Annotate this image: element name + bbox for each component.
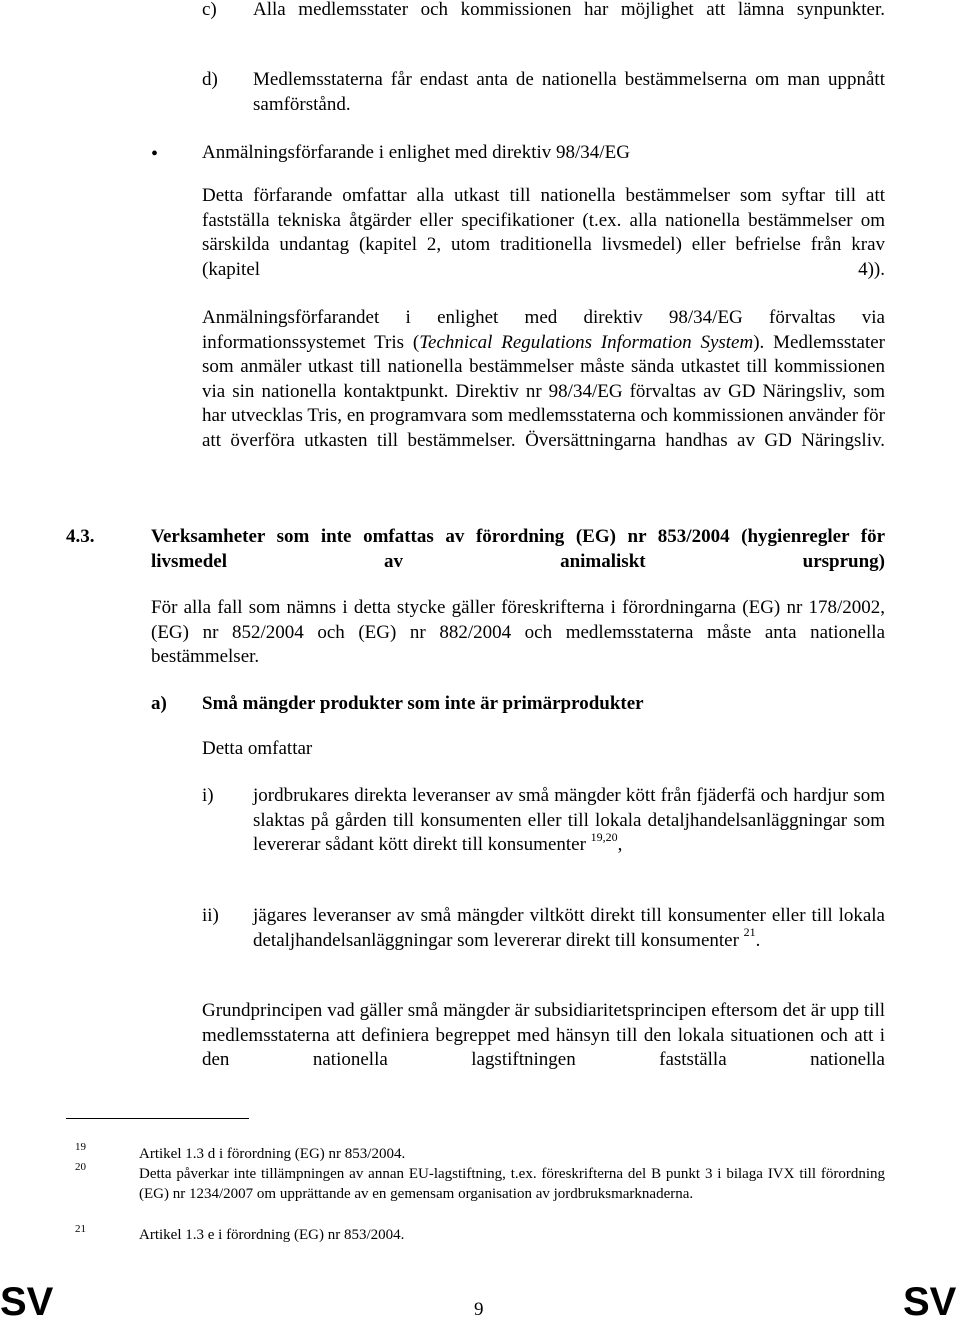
item-i-text: jordbrukares direkta leveranser av små mängder kött från fjäderfä och hardjur som slaktas på gården till konsumenten eller till lokala detaljhandelsanläggningar som levererar sådant kött direkt till konsumenter $^{19,20}$, (253, 785, 885, 855)
sub-a-title: Små mängder produkter som inte är primärprodukter (202, 693, 644, 714)
footnote-number: 19 (75, 1141, 86, 1153)
bullet-icon: • (151, 143, 159, 165)
footnote-text: Artikel 1.3 d i förordning (EG) nr 853/2004. (139, 1146, 406, 1162)
section-title: Verksamheter som inte omfattas av förordning (EG) nr 853/2004 (hygienregler för livsmedel av animaliskt ursprung) (151, 526, 885, 572)
footnote-text: Artikel 1.3 e i förordning (EG) nr 853/2004. (139, 1227, 405, 1243)
item-ii-label: ii) (202, 905, 219, 926)
footnote-number: 20 (75, 1161, 86, 1173)
item-ii-text: jägares leveranser av små mängder viltkött direkt till konsumenter eller till lokala detaljhandelsanläggningar som levererar direkt till konsumenter $^{21}$. (253, 905, 885, 951)
sub-a-label: a) (151, 693, 167, 714)
bullet-paragraph-1: Detta förfarande omfattar alla utkast till nationella bestämmelser som syftar till att fastställa tekniska åtgärder eller specifikationer (t.ex. alla nationella bestämmelser om särskilda undantag (kapitel 2, utom traditionella livsmedel) eller befrielse från krav (kapitel 4)). (202, 185, 885, 280)
list-item-d: Medlemsstaterna får endast anta de nationella bestämmelserna om man uppnått samförstånd. (253, 69, 885, 115)
sub-a-covers: Detta omfattar (202, 738, 313, 759)
list-item-c: Alla medlemsstater och kommissionen har möjlighet att lämna synpunkter. (253, 0, 885, 20)
language-code-left: SV (0, 1280, 54, 1324)
page-number: 9 (474, 1299, 484, 1320)
list-label-c: c) (202, 0, 217, 20)
section-number: 4.3. (66, 526, 95, 547)
language-code-right: SV (903, 1280, 957, 1324)
bullet-heading: Anmälningsförfarande i enlighet med direktiv 98/34/EG (202, 142, 630, 163)
tris-italic: Technical Regulations Information System (419, 331, 754, 353)
principle-paragraph: Grundprincipen vad gäller små mängder är subsidiaritetsprincipen eftersom det är upp till medlemsstaterna att definiera begreppet med hänsyn till den lokala situationen och att i den nationella lagstiftningen fastställa nationella (202, 1000, 885, 1070)
footnote-text: Detta påverkar inte tillämpningen av annan EU-lagstiftning, t.ex. föreskrifterna del B punkt 3 i bilaga IVX till förordning (EG) nr 1234/2007 om upprättande av en gemensam organisation av jordbruksmarknaderna. (139, 1166, 885, 1202)
list-label-d: d) (202, 69, 218, 90)
bullet-paragraph-2: Anmälningsförfarandet i enlighet med direktiv 98/34/EG förvaltas via informationssystemet Tris (Technical Regulations Information System). Medlemsstater som anmäler utkast till nationella bestämmelser måste sända utkastet till kommissionen via sin nationella kontaktpunkt. Direktiv nr 98/34/EG förvaltas av GD Näringsliv, som har utvecklas Tris, en programvara som medlemsstaterna och kommissionen använder för att överföra utkasten till bestämmelser. Översättningarna handhas av GD Näringsliv. (202, 307, 885, 451)
item-i-label: i) (202, 785, 214, 806)
footnote-divider (66, 1118, 249, 1119)
footnote-ref: 19,20 (590, 829, 618, 844)
footnote-ref: 21 (743, 925, 756, 940)
footnote-number: 21 (75, 1223, 86, 1235)
section-intro: För alla fall som nämns i detta stycke gäller föreskrifterna i förordningarna (EG) nr 178/2002, (EG) nr 852/2004 och (EG) nr 882/2004 och medlemsstaterna måste anta nationella bestämmelser. (151, 597, 885, 667)
